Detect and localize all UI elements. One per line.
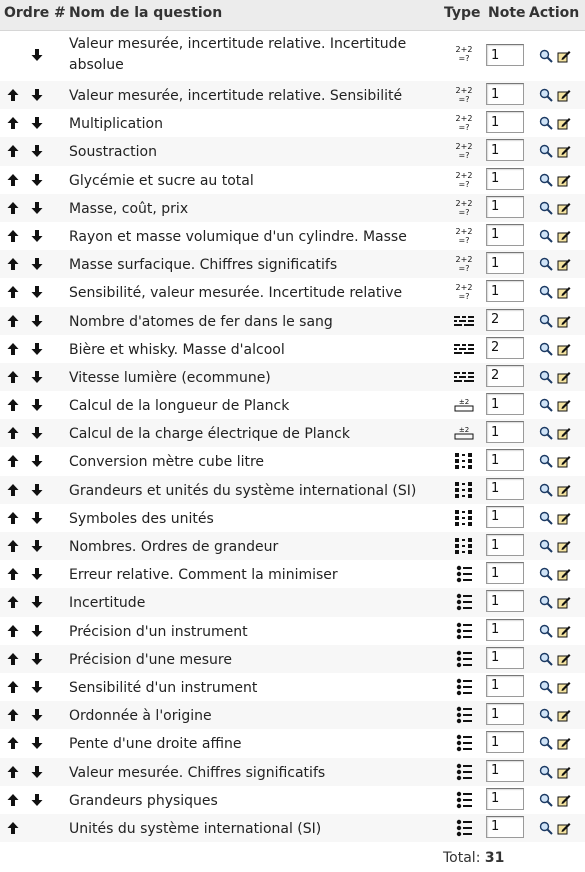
magnifier-icon[interactable] <box>539 483 553 497</box>
arrow-up-icon[interactable] <box>6 595 20 609</box>
edit-pencil-icon[interactable] <box>557 736 571 750</box>
magnifier-icon[interactable] <box>539 370 553 384</box>
svg-text:=?: =? <box>458 95 470 104</box>
question-name: Grandeurs physiques <box>69 792 218 809</box>
grade-input[interactable] <box>486 139 524 161</box>
numerical-type-icon <box>452 395 476 415</box>
calculated-type-icon <box>452 282 476 302</box>
arrow-down-icon[interactable] <box>30 567 44 581</box>
arrow-down-icon[interactable] <box>30 88 44 102</box>
question-row <box>0 701 585 729</box>
grade-input[interactable] <box>486 760 524 782</box>
edit-pencil-icon[interactable] <box>557 314 571 328</box>
numerical-type-icon <box>452 423 476 443</box>
multichoice-type-icon <box>452 790 476 810</box>
svg-text:2+2: 2+2 <box>455 283 473 293</box>
total-label: Total: <box>443 850 481 866</box>
svg-text:=?: =? <box>458 54 470 63</box>
arrow-up-icon[interactable] <box>6 285 20 299</box>
grade-input[interactable] <box>486 111 524 133</box>
calculated-type-icon <box>452 198 476 218</box>
magnifier-icon[interactable] <box>539 201 553 215</box>
arrow-down-icon[interactable] <box>30 765 44 779</box>
question-name: Valeur mesurée, incertitude relative. Sensibilité <box>69 88 403 104</box>
question-name: Glycémie et sucre au total <box>69 172 254 189</box>
question-name: Précision d'un instrument <box>69 623 248 640</box>
magnifier-icon[interactable] <box>539 595 553 609</box>
question-row <box>0 250 585 278</box>
question-row <box>0 560 585 588</box>
multichoice-type-icon <box>452 564 476 584</box>
arrow-down-icon[interactable] <box>30 398 44 412</box>
column-header-action: Action <box>529 5 580 21</box>
arrow-down-icon[interactable] <box>30 454 44 468</box>
total-grade <box>443 850 504 866</box>
edit-pencil-icon[interactable] <box>557 765 571 779</box>
svg-text:±2: ±2 <box>458 426 470 435</box>
arrow-up-icon[interactable] <box>6 821 20 835</box>
arrow-down-icon[interactable] <box>30 708 44 722</box>
question-name: Rayon et masse volumique d'un cylindre. Masse <box>69 228 407 245</box>
svg-text:2+2: 2+2 <box>455 198 473 208</box>
arrow-up-icon[interactable] <box>6 765 20 779</box>
calculated-type-icon <box>452 254 476 274</box>
magnifier-icon[interactable] <box>539 736 553 750</box>
grade-input[interactable] <box>486 590 524 612</box>
arrow-down-icon[interactable] <box>30 116 44 130</box>
svg-text:=?: =? <box>458 292 470 302</box>
question-row <box>0 786 585 814</box>
arrow-down-icon[interactable] <box>30 511 44 525</box>
arrow-down-icon[interactable] <box>30 285 44 299</box>
question-row <box>0 335 585 363</box>
question-name: Sensibilité, valeur mesurée. Incertitude relative <box>69 285 403 302</box>
question-name: Conversion mètre cube litre <box>69 454 265 471</box>
edit-pencil-icon[interactable] <box>557 511 571 525</box>
magnifier-icon[interactable] <box>539 511 553 525</box>
question-name: Précision d'une mesure <box>69 651 232 668</box>
svg-text:=?: =? <box>458 123 470 133</box>
svg-text:2+2: 2+2 <box>455 255 473 265</box>
edit-pencil-icon[interactable] <box>557 708 571 722</box>
arrow-up-icon[interactable] <box>6 229 20 243</box>
edit-pencil-icon[interactable] <box>557 483 571 497</box>
grade-input[interactable] <box>486 675 524 697</box>
arrow-up-icon[interactable] <box>6 793 20 807</box>
multichoice-type-icon <box>452 733 476 753</box>
edit-pencil-icon[interactable] <box>557 144 571 158</box>
question-row <box>0 278 585 306</box>
question-row <box>0 588 585 616</box>
grade-input[interactable] <box>486 168 524 190</box>
column-header-type: Type <box>444 5 481 21</box>
grade-input[interactable] <box>486 816 524 838</box>
grade-input[interactable] <box>486 506 524 528</box>
question-row <box>0 673 585 701</box>
question-name: Vitesse lumière (ecommune) <box>69 369 271 386</box>
svg-text:±2: ±2 <box>458 398 470 407</box>
grade-input[interactable] <box>486 224 524 246</box>
grade-input[interactable] <box>486 196 524 218</box>
question-name: Grandeurs et unités du système international (SI) <box>69 482 417 499</box>
arrow-up-icon[interactable] <box>6 652 20 666</box>
question-row <box>0 194 585 222</box>
magnifier-icon[interactable] <box>539 173 553 187</box>
magnifier-icon[interactable] <box>539 793 553 807</box>
multichoice-type-icon <box>452 705 476 725</box>
question-row <box>0 81 585 109</box>
calculated-type-icon <box>452 141 476 161</box>
arrow-down-icon[interactable] <box>30 483 44 497</box>
grade-input[interactable] <box>486 83 524 105</box>
calculated-type-icon <box>452 44 476 64</box>
magnifier-icon[interactable] <box>539 539 553 553</box>
arrow-up-icon[interactable] <box>6 511 20 525</box>
svg-text:2+2: 2+2 <box>455 86 473 95</box>
grade-input[interactable] <box>486 562 524 584</box>
magnifier-icon[interactable] <box>539 680 553 694</box>
svg-text:=?: =? <box>458 235 470 245</box>
grade-input[interactable] <box>486 337 524 359</box>
question-name: Ordonnée à l'origine <box>69 708 212 725</box>
arrow-down-icon[interactable] <box>30 201 44 215</box>
svg-text:2+2: 2+2 <box>455 226 473 236</box>
magnifier-icon[interactable] <box>539 229 553 243</box>
question-name: Bière et whisky. Masse d'alcool <box>69 341 285 358</box>
arrow-up-icon[interactable] <box>6 257 20 271</box>
magnifier-icon[interactable] <box>539 624 553 638</box>
edit-pencil-icon[interactable] <box>557 793 571 807</box>
cloze-type-icon <box>452 339 476 359</box>
arrow-up-icon[interactable] <box>6 426 20 440</box>
edit-pencil-icon[interactable] <box>557 116 571 130</box>
cloze-type-icon <box>452 311 476 331</box>
arrow-up-icon[interactable] <box>6 483 20 497</box>
magnifier-icon[interactable] <box>539 567 553 581</box>
question-row <box>0 363 585 391</box>
question-row <box>0 758 585 786</box>
grade-input[interactable] <box>486 703 524 725</box>
edit-pencil-icon[interactable] <box>557 398 571 412</box>
question-name: Sensibilité d'un instrument <box>69 679 258 696</box>
grade-input[interactable] <box>486 731 524 753</box>
multichoice-type-icon <box>452 621 476 641</box>
calculated-type-icon <box>452 226 476 246</box>
grade-input[interactable] <box>486 365 524 387</box>
magnifier-icon[interactable] <box>539 652 553 666</box>
question-name: Soustraction <box>69 144 157 161</box>
question-row <box>0 109 585 137</box>
arrow-down-icon[interactable] <box>30 624 44 638</box>
question-name: Calcul de la charge électrique de Planck <box>69 426 350 443</box>
question-row <box>0 532 585 560</box>
edit-pencil-icon[interactable] <box>557 454 571 468</box>
question-row <box>0 645 585 673</box>
arrow-up-icon[interactable] <box>6 116 20 130</box>
question-name: Calcul de la longueur de Planck <box>69 398 290 415</box>
arrow-up-icon[interactable] <box>6 680 20 694</box>
arrow-up-icon[interactable] <box>6 454 20 468</box>
arrow-down-icon[interactable] <box>30 539 44 553</box>
question-row <box>0 476 585 504</box>
multichoice-type-icon <box>452 818 476 838</box>
column-header-note: Note <box>488 5 526 21</box>
question-row <box>0 222 585 250</box>
question-row <box>0 137 585 165</box>
cloze-type-icon <box>452 367 476 387</box>
arrow-up-icon[interactable] <box>6 314 20 328</box>
question-row <box>0 166 585 194</box>
grade-input[interactable] <box>486 421 524 443</box>
question-name: Masse, coût, prix <box>69 200 189 217</box>
arrow-up-icon[interactable] <box>6 624 20 638</box>
question-row <box>0 31 585 81</box>
magnifier-icon[interactable] <box>539 88 553 102</box>
magnifier-icon[interactable] <box>539 398 553 412</box>
arrow-down-icon[interactable] <box>30 342 44 356</box>
question-row <box>0 419 585 447</box>
arrow-down-icon[interactable] <box>30 229 44 243</box>
question-name: Multiplication <box>69 116 163 133</box>
matching-type-icon <box>452 508 476 528</box>
edit-pencil-icon[interactable] <box>557 229 571 243</box>
svg-text:2+2: 2+2 <box>455 142 473 152</box>
magnifier-icon[interactable] <box>539 116 553 130</box>
svg-text:2+2: 2+2 <box>455 114 473 124</box>
edit-pencil-icon[interactable] <box>557 821 571 835</box>
question-row <box>0 617 585 645</box>
question-row <box>0 391 585 419</box>
table-header <box>0 0 585 31</box>
magnifier-icon[interactable] <box>539 257 553 271</box>
magnifier-icon[interactable] <box>539 708 553 722</box>
question-row <box>0 814 585 842</box>
matching-type-icon <box>452 480 476 500</box>
grade-input[interactable] <box>486 393 524 415</box>
question-row <box>0 729 585 757</box>
arrow-up-icon[interactable] <box>6 173 20 187</box>
question-name: Valeur mesurée, incertitude relative. Incertitude absolue <box>69 36 407 73</box>
arrow-up-icon[interactable] <box>6 201 20 215</box>
magnifier-icon[interactable] <box>539 49 553 63</box>
question-name: Nombre d'atomes de fer dans le sang <box>69 313 333 330</box>
question-name: Masse surfacique. Chiffres significatifs <box>69 257 338 274</box>
matching-type-icon <box>452 536 476 556</box>
arrow-down-icon[interactable] <box>30 595 44 609</box>
edit-pencil-icon[interactable] <box>557 49 571 63</box>
question-name: Symboles des unités <box>69 510 214 527</box>
edit-pencil-icon[interactable] <box>557 624 571 638</box>
arrow-down-icon[interactable] <box>30 144 44 158</box>
arrow-down-icon[interactable] <box>30 314 44 328</box>
total-value: 31 <box>484 850 505 866</box>
svg-text:2+2: 2+2 <box>455 170 473 180</box>
column-header-ordre: Ordre <box>4 5 50 21</box>
question-row <box>0 307 585 335</box>
arrow-up-icon[interactable] <box>6 370 20 384</box>
magnifier-icon[interactable] <box>539 821 553 835</box>
magnifier-icon[interactable] <box>539 765 553 779</box>
svg-text:=?: =? <box>458 179 470 189</box>
grade-input[interactable] <box>486 309 524 331</box>
arrow-up-icon[interactable] <box>6 708 20 722</box>
magnifier-icon[interactable] <box>539 426 553 440</box>
arrow-up-icon[interactable] <box>6 567 20 581</box>
question-name: Valeur mesurée. Chiffres significatifs <box>69 764 326 781</box>
question-name: Unités du système international (SI) <box>69 820 322 837</box>
arrow-up-icon[interactable] <box>6 88 20 102</box>
arrow-up-icon[interactable] <box>6 539 20 553</box>
grade-input[interactable] <box>486 478 524 500</box>
arrow-up-icon[interactable] <box>6 144 20 158</box>
edit-pencil-icon[interactable] <box>557 285 571 299</box>
grade-input[interactable] <box>486 619 524 641</box>
edit-pencil-icon[interactable] <box>557 652 571 666</box>
edit-pencil-icon[interactable] <box>557 88 571 102</box>
arrow-down-icon[interactable] <box>30 173 44 187</box>
multichoice-type-icon <box>452 592 476 612</box>
edit-pencil-icon[interactable] <box>557 342 571 356</box>
edit-pencil-icon[interactable] <box>557 426 571 440</box>
edit-pencil-icon[interactable] <box>557 539 571 553</box>
multichoice-type-icon <box>452 762 476 782</box>
svg-text:=?: =? <box>458 151 470 161</box>
magnifier-icon[interactable] <box>539 314 553 328</box>
question-row <box>0 447 585 475</box>
question-list <box>0 31 585 842</box>
matching-type-icon <box>452 451 476 471</box>
arrow-down-icon[interactable] <box>30 370 44 384</box>
magnifier-icon[interactable] <box>539 454 553 468</box>
column-header-question-name: Nom de la question <box>69 5 223 21</box>
edit-pencil-icon[interactable] <box>557 201 571 215</box>
edit-pencil-icon[interactable] <box>557 595 571 609</box>
grade-input[interactable] <box>486 788 524 810</box>
question-name: Nombres. Ordres de grandeur <box>69 539 279 555</box>
calculated-type-icon <box>452 170 476 190</box>
edit-pencil-icon[interactable] <box>557 257 571 271</box>
edit-pencil-icon[interactable] <box>557 567 571 581</box>
arrow-up-icon[interactable] <box>6 342 20 356</box>
arrow-up-icon[interactable] <box>6 736 20 750</box>
arrow-down-icon[interactable] <box>30 736 44 750</box>
question-name: Erreur relative. Comment la minimiser <box>69 567 338 584</box>
grade-input[interactable] <box>486 449 524 471</box>
arrow-down-icon[interactable] <box>30 652 44 666</box>
grade-input[interactable] <box>486 647 524 669</box>
edit-pencil-icon[interactable] <box>557 370 571 384</box>
question-name: Pente d'une droite affine <box>69 736 242 753</box>
arrow-down-icon[interactable] <box>30 48 44 62</box>
calculated-type-icon <box>452 113 476 133</box>
arrow-down-icon[interactable] <box>30 793 44 807</box>
grade-input[interactable] <box>486 280 524 302</box>
multichoice-type-icon <box>452 649 476 669</box>
edit-pencil-icon[interactable] <box>557 680 571 694</box>
grade-input[interactable] <box>486 534 524 556</box>
grade-input[interactable] <box>486 252 524 274</box>
arrow-down-icon[interactable] <box>30 257 44 271</box>
magnifier-icon[interactable] <box>539 285 553 299</box>
svg-text:2+2: 2+2 <box>455 45 473 54</box>
arrow-down-icon[interactable] <box>30 680 44 694</box>
magnifier-icon[interactable] <box>539 144 553 158</box>
arrow-up-icon[interactable] <box>6 398 20 412</box>
question-row <box>0 504 585 532</box>
svg-text:=?: =? <box>458 207 470 217</box>
arrow-down-icon[interactable] <box>30 426 44 440</box>
grade-input[interactable] <box>486 44 524 66</box>
question-name: Incertitude <box>69 595 146 612</box>
magnifier-icon[interactable] <box>539 342 553 356</box>
edit-pencil-icon[interactable] <box>557 173 571 187</box>
multichoice-type-icon <box>452 677 476 697</box>
calculated-type-icon <box>452 85 476 105</box>
column-header-number: # <box>54 5 66 21</box>
svg-text:=?: =? <box>458 264 470 274</box>
